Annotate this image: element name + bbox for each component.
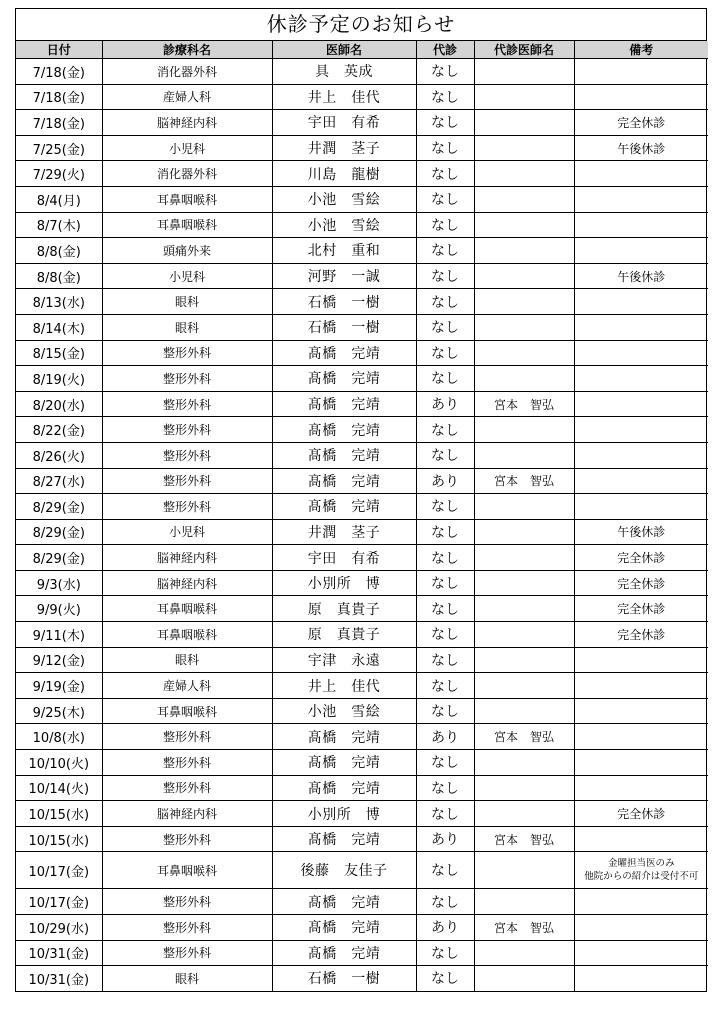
- remarks-cell: [574, 673, 708, 699]
- substitute-cell: なし: [416, 161, 474, 187]
- date-cell: 10/31(金): [16, 940, 102, 966]
- date-cell: 8/29(金): [16, 519, 102, 545]
- date-cell: 8/8(金): [16, 238, 102, 264]
- table-row: [16, 915, 708, 941]
- department-cell: 整形外科: [102, 915, 272, 941]
- remarks-cell: [574, 442, 708, 468]
- date-cell: 10/17(金): [16, 852, 102, 889]
- remarks-cell: [574, 366, 708, 392]
- remarks-cell: [574, 212, 708, 238]
- remarks-cell: [574, 889, 708, 915]
- table-row: [16, 622, 708, 648]
- substitute-doctor-cell: [474, 698, 574, 724]
- remarks-cell: 完全休診: [574, 570, 708, 596]
- table-row: [16, 238, 708, 264]
- substitute-cell: なし: [416, 186, 474, 212]
- table-row: [16, 263, 708, 289]
- table-row: [16, 940, 708, 966]
- department-cell: 眼科: [102, 289, 272, 315]
- department-cell: 整形外科: [102, 724, 272, 750]
- substitute-doctor-cell: [474, 263, 574, 289]
- substitute-cell: なし: [416, 852, 474, 889]
- doctor-cell: 宇津 永遠: [272, 647, 416, 673]
- remarks-line: 金曜担当医のみ: [607, 858, 675, 870]
- date-cell: 9/12(金): [16, 647, 102, 673]
- remarks-cell: 午後休診: [574, 135, 708, 161]
- substitute-cell: あり: [416, 915, 474, 941]
- substitute-doctor-cell: 宮本 智弘: [474, 826, 574, 852]
- remarks-cell: [574, 84, 708, 110]
- date-cell: 9/11(木): [16, 622, 102, 648]
- substitute-cell: なし: [416, 519, 474, 545]
- substitute-cell: なし: [416, 940, 474, 966]
- table-row: [16, 596, 708, 622]
- date-cell: 8/15(金): [16, 340, 102, 366]
- table-row: [16, 519, 708, 545]
- department-cell: 整形外科: [102, 775, 272, 801]
- substitute-doctor-cell: 宮本 智弘: [474, 468, 574, 494]
- substitute-doctor-cell: [474, 186, 574, 212]
- remarks-cell: [574, 775, 708, 801]
- remarks-cell: [574, 314, 708, 340]
- remarks-cell: 完全休診: [574, 801, 708, 827]
- date-cell: 9/25(木): [16, 698, 102, 724]
- doctor-cell: 宇田 有希: [272, 110, 416, 136]
- substitute-cell: なし: [416, 59, 474, 85]
- doctor-cell: 原 真貴子: [272, 622, 416, 648]
- remarks-cell: [574, 59, 708, 85]
- table-row: [16, 186, 708, 212]
- date-cell: 8/29(金): [16, 494, 102, 520]
- department-cell: 産婦人科: [102, 84, 272, 110]
- substitute-doctor-cell: [474, 340, 574, 366]
- department-cell: 整形外科: [102, 417, 272, 443]
- department-cell: 頭痛外来: [102, 238, 272, 264]
- remarks-cell: [574, 966, 708, 991]
- substitute-doctor-cell: 宮本 智弘: [474, 724, 574, 750]
- department-cell: 産婦人科: [102, 673, 272, 699]
- remarks-cell: [574, 238, 708, 264]
- substitute-doctor-cell: [474, 647, 574, 673]
- substitute-cell: なし: [416, 775, 474, 801]
- department-cell: 消化器外科: [102, 161, 272, 187]
- date-cell: 9/9(火): [16, 596, 102, 622]
- substitute-cell: あり: [416, 391, 474, 417]
- remarks-cell: [574, 940, 708, 966]
- doctor-cell: 石橋 一樹: [272, 314, 416, 340]
- date-cell: 8/13(水): [16, 289, 102, 315]
- remarks-cell: [574, 289, 708, 315]
- doctor-cell: 髙橋 完靖: [272, 826, 416, 852]
- department-cell: 消化器外科: [102, 59, 272, 85]
- doctor-cell: 髙橋 完靖: [272, 915, 416, 941]
- substitute-doctor-cell: [474, 966, 574, 991]
- table-row: [16, 442, 708, 468]
- table-row: [16, 801, 708, 827]
- substitute-doctor-cell: [474, 212, 574, 238]
- date-cell: 10/15(水): [16, 826, 102, 852]
- date-cell: 10/10(火): [16, 750, 102, 776]
- doctor-cell: 石橋 一樹: [272, 289, 416, 315]
- doctor-cell: 髙橋 完靖: [272, 366, 416, 392]
- date-cell: 10/15(水): [16, 801, 102, 827]
- date-cell: 7/18(金): [16, 59, 102, 85]
- substitute-cell: なし: [416, 494, 474, 520]
- table-row: [16, 84, 708, 110]
- date-cell: 9/3(水): [16, 570, 102, 596]
- doctor-cell: 髙橋 完靖: [272, 391, 416, 417]
- remarks-cell: 完全休診: [574, 110, 708, 136]
- substitute-doctor-cell: 宮本 智弘: [474, 915, 574, 941]
- substitute-cell: なし: [416, 442, 474, 468]
- department-cell: 整形外科: [102, 340, 272, 366]
- substitute-cell: なし: [416, 596, 474, 622]
- substitute-cell: あり: [416, 724, 474, 750]
- substitute-doctor-cell: [474, 801, 574, 827]
- doctor-cell: 小池 雪絵: [272, 212, 416, 238]
- date-cell: 8/7(木): [16, 212, 102, 238]
- remarks-cell: [574, 186, 708, 212]
- table-row: [16, 775, 708, 801]
- doctor-cell: 髙橋 完靖: [272, 750, 416, 776]
- table-row: [16, 391, 708, 417]
- remarks-cell: [574, 417, 708, 443]
- substitute-doctor-cell: [474, 889, 574, 915]
- substitute-cell: なし: [416, 263, 474, 289]
- date-cell: 7/18(金): [16, 110, 102, 136]
- header-date: 日付: [16, 41, 102, 59]
- doctor-cell: 小池 雪絵: [272, 698, 416, 724]
- remarks-cell: [574, 468, 708, 494]
- doctor-cell: 髙橋 完靖: [272, 417, 416, 443]
- page-title: 休診予定のお知らせ: [16, 9, 706, 41]
- department-cell: 脳神経内科: [102, 545, 272, 571]
- doctor-cell: 髙橋 完靖: [272, 775, 416, 801]
- table-row: [16, 110, 708, 136]
- department-cell: 整形外科: [102, 366, 272, 392]
- remarks-cell: 午後休診: [574, 519, 708, 545]
- table-row: [16, 673, 708, 699]
- table-row: [16, 826, 708, 852]
- substitute-cell: なし: [416, 366, 474, 392]
- substitute-cell: なし: [416, 570, 474, 596]
- date-cell: 8/22(金): [16, 417, 102, 443]
- substitute-cell: なし: [416, 84, 474, 110]
- remarks-cell: 午後休診: [574, 263, 708, 289]
- substitute-cell: なし: [416, 212, 474, 238]
- remarks-cell: [574, 750, 708, 776]
- substitute-doctor-cell: [474, 161, 574, 187]
- department-cell: 耳鼻咽喉科: [102, 596, 272, 622]
- date-cell: 8/14(木): [16, 314, 102, 340]
- substitute-doctor-cell: [474, 59, 574, 85]
- substitute-cell: なし: [416, 966, 474, 991]
- doctor-cell: 後藤 友佳子: [272, 852, 416, 889]
- doctor-cell: 原 真貴子: [272, 596, 416, 622]
- date-cell: 10/8(水): [16, 724, 102, 750]
- doctor-cell: 髙橋 完靖: [272, 724, 416, 750]
- substitute-doctor-cell: [474, 673, 574, 699]
- table-row: [16, 545, 708, 571]
- table-row: [16, 468, 708, 494]
- doctor-cell: 北村 重和: [272, 238, 416, 264]
- date-cell: 8/20(水): [16, 391, 102, 417]
- department-cell: 耳鼻咽喉科: [102, 622, 272, 648]
- closure-schedule-table: [16, 41, 708, 991]
- header-department: 診療科名: [102, 41, 272, 59]
- table-row: [16, 494, 708, 520]
- department-cell: 耳鼻咽喉科: [102, 186, 272, 212]
- substitute-doctor-cell: [474, 545, 574, 571]
- doctor-cell: 井潤 茎子: [272, 135, 416, 161]
- doctor-cell: 髙橋 完靖: [272, 889, 416, 915]
- department-cell: 整形外科: [102, 889, 272, 915]
- date-cell: 8/4(月): [16, 186, 102, 212]
- date-cell: 8/29(金): [16, 545, 102, 571]
- table-row: [16, 314, 708, 340]
- table-body: [16, 59, 708, 991]
- date-cell: 10/29(水): [16, 915, 102, 941]
- date-cell: 8/27(水): [16, 468, 102, 494]
- substitute-doctor-cell: [474, 84, 574, 110]
- closure-notice-sheet: [15, 8, 707, 992]
- department-cell: 耳鼻咽喉科: [102, 698, 272, 724]
- doctor-cell: 宇田 有希: [272, 545, 416, 571]
- doctor-cell: 河野 一誠: [272, 263, 416, 289]
- doctor-cell: 川島 龍樹: [272, 161, 416, 187]
- substitute-doctor-cell: [474, 289, 574, 315]
- header-substitute-doctor: 代診医師名: [474, 41, 574, 59]
- table-row: [16, 647, 708, 673]
- substitute-doctor-cell: [474, 314, 574, 340]
- doctor-cell: 具 英成: [272, 59, 416, 85]
- department-cell: 脳神経内科: [102, 570, 272, 596]
- substitute-cell: なし: [416, 673, 474, 699]
- table-row: [16, 366, 708, 392]
- substitute-doctor-cell: [474, 519, 574, 545]
- department-cell: 眼科: [102, 966, 272, 991]
- remarks-cell: [574, 391, 708, 417]
- department-cell: 整形外科: [102, 442, 272, 468]
- date-cell: 8/26(火): [16, 442, 102, 468]
- remarks-cell: [574, 161, 708, 187]
- substitute-doctor-cell: [474, 570, 574, 596]
- substitute-cell: なし: [416, 545, 474, 571]
- date-cell: 7/29(火): [16, 161, 102, 187]
- substitute-doctor-cell: [474, 442, 574, 468]
- substitute-cell: なし: [416, 622, 474, 648]
- doctor-cell: 井上 佳代: [272, 673, 416, 699]
- remarks-cell: [574, 340, 708, 366]
- remarks-cell: [574, 915, 708, 941]
- department-cell: 脳神経内科: [102, 110, 272, 136]
- doctor-cell: 髙橋 完靖: [272, 494, 416, 520]
- department-cell: 耳鼻咽喉科: [102, 212, 272, 238]
- substitute-doctor-cell: [474, 238, 574, 264]
- remarks-cell: 完全休診: [574, 596, 708, 622]
- remarks-cell: 完全休診: [574, 622, 708, 648]
- table-row: [16, 698, 708, 724]
- remarks-cell: [574, 852, 708, 889]
- header-substitute: 代診: [416, 41, 474, 59]
- remarks-cell: [574, 647, 708, 673]
- department-cell: 眼科: [102, 314, 272, 340]
- substitute-cell: なし: [416, 289, 474, 315]
- department-cell: 整形外科: [102, 468, 272, 494]
- table-row: [16, 750, 708, 776]
- substitute-cell: あり: [416, 826, 474, 852]
- date-cell: 7/25(金): [16, 135, 102, 161]
- substitute-doctor-cell: [474, 366, 574, 392]
- table-row: [16, 161, 708, 187]
- doctor-cell: 小別所 博: [272, 570, 416, 596]
- table-row: [16, 340, 708, 366]
- table-row: [16, 852, 708, 889]
- substitute-cell: なし: [416, 110, 474, 136]
- doctor-cell: 井潤 茎子: [272, 519, 416, 545]
- department-cell: 整形外科: [102, 940, 272, 966]
- remarks-cell: [574, 724, 708, 750]
- doctor-cell: 髙橋 完靖: [272, 340, 416, 366]
- department-cell: 眼科: [102, 647, 272, 673]
- header-row: [16, 41, 708, 59]
- doctor-cell: 髙橋 完靖: [272, 442, 416, 468]
- substitute-doctor-cell: [474, 622, 574, 648]
- date-cell: 8/19(火): [16, 366, 102, 392]
- substitute-cell: なし: [416, 801, 474, 827]
- date-cell: 10/14(火): [16, 775, 102, 801]
- date-cell: 10/17(金): [16, 889, 102, 915]
- date-cell: 9/19(金): [16, 673, 102, 699]
- doctor-cell: 井上 佳代: [272, 84, 416, 110]
- doctor-cell: 小池 雪絵: [272, 186, 416, 212]
- department-cell: 整形外科: [102, 826, 272, 852]
- substitute-doctor-cell: [474, 135, 574, 161]
- remarks-cell: [574, 494, 708, 520]
- department-cell: 小児科: [102, 135, 272, 161]
- substitute-doctor-cell: [474, 775, 574, 801]
- substitute-cell: なし: [416, 238, 474, 264]
- substitute-cell: なし: [416, 750, 474, 776]
- doctor-cell: 石橋 一樹: [272, 966, 416, 991]
- table-row: [16, 135, 708, 161]
- substitute-cell: なし: [416, 314, 474, 340]
- table-row: [16, 212, 708, 238]
- substitute-doctor-cell: [474, 596, 574, 622]
- doctor-cell: 髙橋 完靖: [272, 940, 416, 966]
- department-cell: 小児科: [102, 519, 272, 545]
- remarks-cell: [574, 698, 708, 724]
- doctor-cell: 髙橋 完靖: [272, 468, 416, 494]
- table-row: [16, 289, 708, 315]
- remarks-cell: [574, 826, 708, 852]
- remarks-line: 他院からの紹介は受付不可: [584, 871, 699, 883]
- doctor-cell: 小別所 博: [272, 801, 416, 827]
- date-cell: 10/31(金): [16, 966, 102, 991]
- table-row: [16, 724, 708, 750]
- table-row: [16, 59, 708, 85]
- table-row: [16, 570, 708, 596]
- substitute-cell: なし: [416, 647, 474, 673]
- department-cell: 整形外科: [102, 494, 272, 520]
- substitute-cell: なし: [416, 135, 474, 161]
- department-cell: 整形外科: [102, 750, 272, 776]
- department-cell: 小児科: [102, 263, 272, 289]
- substitute-cell: なし: [416, 340, 474, 366]
- date-cell: 7/18(金): [16, 84, 102, 110]
- substitute-cell: なし: [416, 698, 474, 724]
- substitute-cell: なし: [416, 417, 474, 443]
- substitute-doctor-cell: [474, 494, 574, 520]
- substitute-doctor-cell: [474, 852, 574, 889]
- substitute-doctor-cell: [474, 750, 574, 776]
- substitute-doctor-cell: [474, 417, 574, 443]
- department-cell: 整形外科: [102, 391, 272, 417]
- department-cell: 耳鼻咽喉科: [102, 852, 272, 889]
- table-row: [16, 966, 708, 991]
- department-cell: 脳神経内科: [102, 801, 272, 827]
- header-remarks: 備考: [574, 41, 708, 59]
- table-row: [16, 417, 708, 443]
- table-row: [16, 889, 708, 915]
- substitute-doctor-cell: [474, 110, 574, 136]
- remarks-cell: 完全休診: [574, 545, 708, 571]
- date-cell: 8/8(金): [16, 263, 102, 289]
- substitute-doctor-cell: 宮本 智弘: [474, 391, 574, 417]
- header-doctor: 医師名: [272, 41, 416, 59]
- substitute-cell: あり: [416, 468, 474, 494]
- substitute-doctor-cell: [474, 940, 574, 966]
- substitute-cell: なし: [416, 889, 474, 915]
